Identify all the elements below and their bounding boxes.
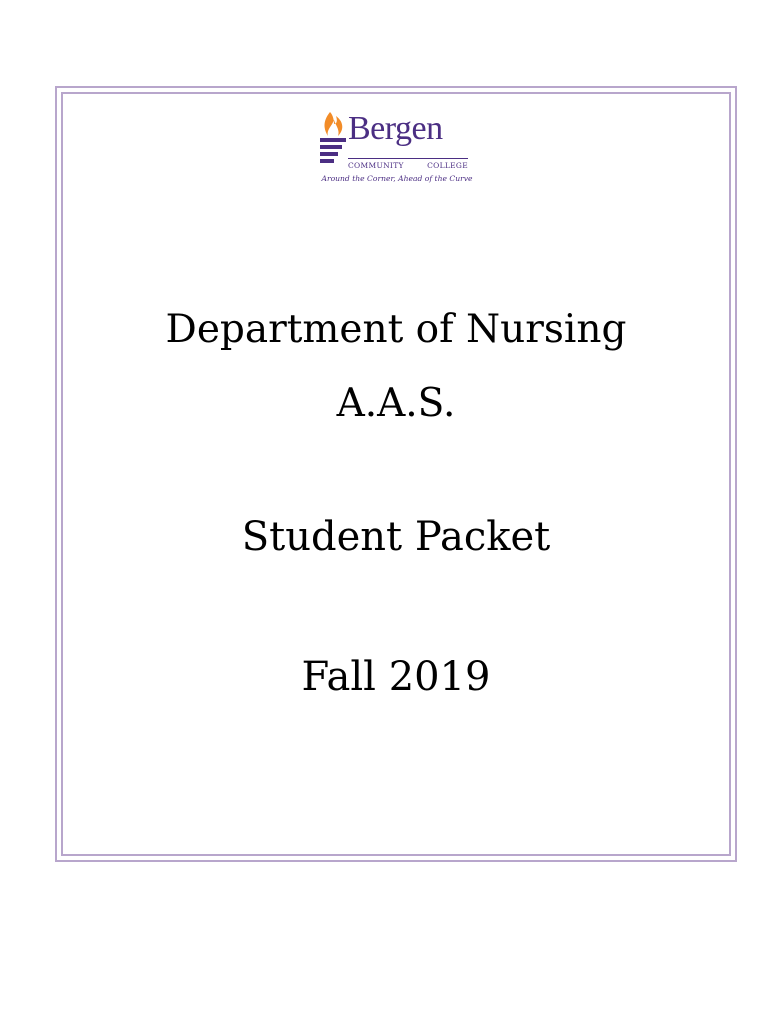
logo-subtitle-right: COLLEGE: [427, 161, 468, 170]
torch-icon: [316, 108, 350, 170]
degree-title: A.A.S.: [336, 381, 456, 426]
logo-subtitle-left: COMMUNITY: [348, 161, 404, 170]
term-title: Fall 2019: [301, 654, 491, 700]
logo-tagline: Around the Corner, Ahead of the Curve: [321, 174, 473, 183]
page-border-inner: [61, 92, 731, 856]
college-logo: [316, 108, 476, 190]
document-title: Student Packet: [241, 514, 551, 560]
logo-subtitle: [348, 158, 468, 170]
logo-wordmark: Bergen: [348, 110, 443, 147]
department-title: Department of Nursing: [165, 307, 627, 352]
